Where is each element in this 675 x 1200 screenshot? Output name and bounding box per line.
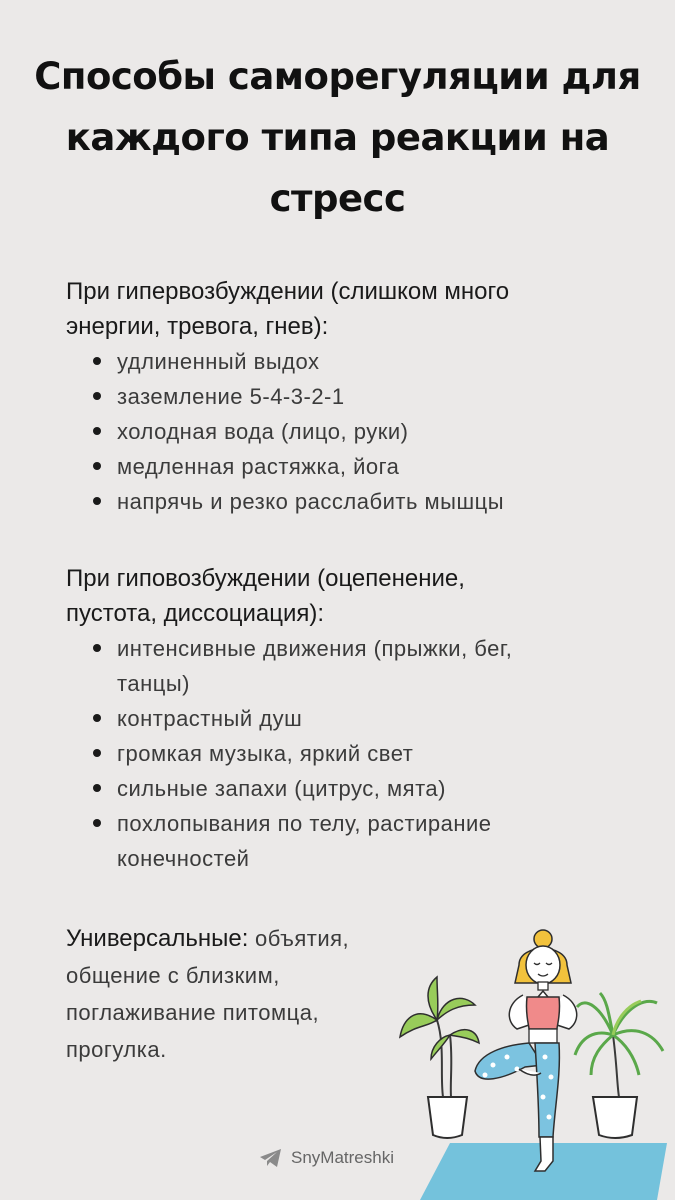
title-line-3: стресс — [269, 177, 406, 220]
universal-line-1 — [66, 920, 396, 957]
bullet-icon — [93, 819, 101, 827]
brand-name: SnyMatreshki — [291, 1148, 394, 1167]
list-item — [66, 449, 626, 484]
hyperarousal-heading-line-2: энергии, тревога, гнев): — [66, 313, 329, 340]
hypoarousal-heading-line-2: пустота, диссоциация): — [66, 600, 325, 627]
list-item-text-continued: конечностей — [117, 846, 250, 871]
telegram-icon — [259, 1148, 283, 1168]
list-item-text: сильные запахи (цитрус, мята) — [117, 776, 446, 801]
bullet-icon — [93, 497, 101, 505]
hyperarousal-heading-line-1: При гипервозбуждении (слишком много — [66, 278, 510, 305]
list-item-text: удлиненный выдох — [117, 349, 320, 374]
hyperarousal-heading — [66, 274, 626, 344]
list-item — [66, 414, 626, 449]
brand-watermark — [259, 1148, 394, 1168]
universal-label: Универсальные: — [66, 925, 249, 952]
hyperarousal-list — [66, 344, 626, 519]
list-item — [66, 484, 626, 519]
page-title — [0, 46, 675, 229]
list-item-text: медленная растяжка, йога — [117, 454, 400, 479]
hypoarousal-heading — [66, 561, 626, 631]
list-item-text: напрячь и резко расслабить мышцы — [117, 489, 505, 514]
list-item — [66, 344, 626, 379]
bullet-icon — [93, 749, 101, 757]
list-item — [66, 701, 626, 736]
hyperarousal-section — [66, 274, 626, 519]
bullet-icon — [93, 784, 101, 792]
list-item-text: похлопывания по телу, растирание — [117, 811, 492, 836]
yoga-illustration — [395, 925, 675, 1200]
universal-section — [66, 920, 396, 1068]
list-item — [66, 379, 626, 414]
right-plant-icon — [575, 993, 663, 1138]
universal-line-3: поглаживание питомца, — [66, 1000, 320, 1025]
bullet-icon — [93, 357, 101, 365]
list-item — [66, 771, 626, 806]
woman-figure-icon — [475, 930, 577, 1171]
bullet-icon — [93, 644, 101, 652]
bullet-icon — [93, 427, 101, 435]
list-item — [66, 631, 626, 701]
list-item — [66, 736, 626, 771]
universal-text: объятия, — [248, 926, 350, 951]
list-item-text: контрастный душ — [117, 706, 303, 731]
list-item-text-continued: танцы) — [117, 671, 190, 696]
bullet-icon — [93, 714, 101, 722]
list-item-text: интенсивные движения (прыжки, бег, — [117, 636, 513, 661]
title-line-1: Способы саморегуляции для — [34, 55, 641, 98]
bullet-icon — [93, 462, 101, 470]
universal-line-4: прогулка. — [66, 1037, 167, 1062]
universal-line-2: общение с близким, — [66, 963, 280, 988]
hypoarousal-list — [66, 631, 626, 876]
hypoarousal-heading-line-1: При гиповозбуждении (оцепенение, — [66, 565, 465, 592]
left-plant-icon — [400, 977, 479, 1138]
list-item-text: громкая музыка, яркий свет — [117, 741, 414, 766]
bullet-icon — [93, 392, 101, 400]
title-line-2: каждого типа реакции на — [65, 116, 610, 159]
list-item-text: холодная вода (лицо, руки) — [117, 419, 409, 444]
list-item — [66, 806, 626, 876]
hypoarousal-section — [66, 561, 626, 876]
list-item-text: заземление 5-4-3-2-1 — [117, 384, 345, 409]
